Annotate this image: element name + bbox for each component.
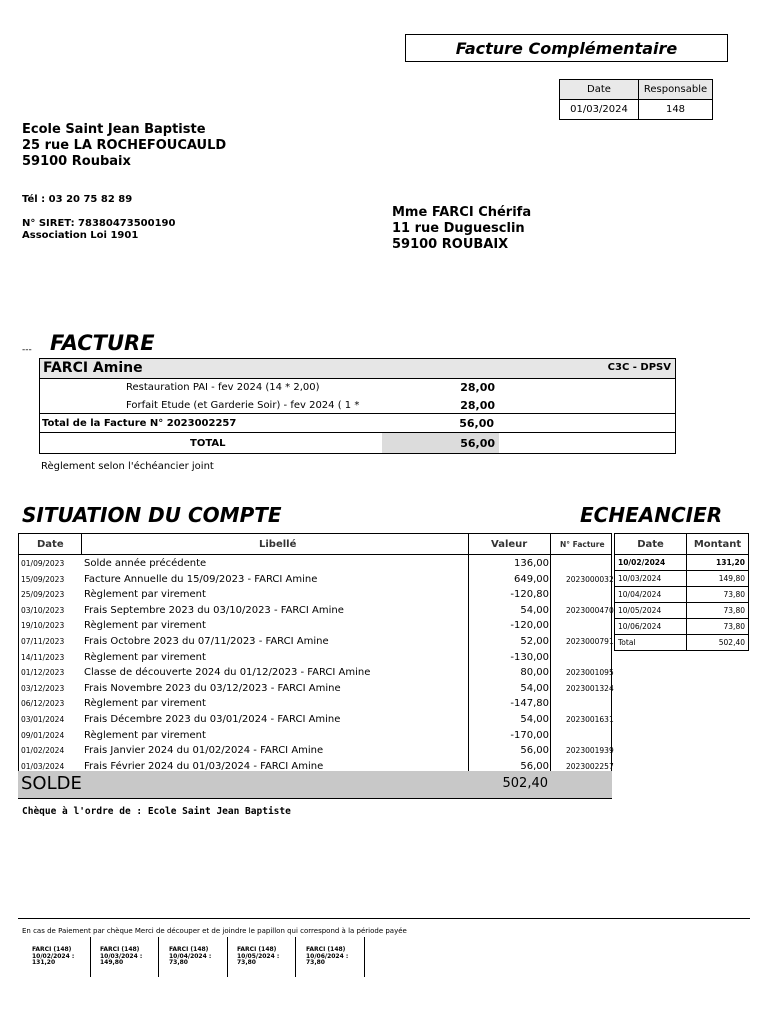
row-value: 54,00	[520, 604, 549, 616]
row-label: Règlement par virement	[84, 698, 206, 710]
row-date: 07/11/2023	[21, 637, 65, 646]
row-label: Règlement par virement	[84, 729, 206, 741]
facture-dashes: ---	[22, 345, 32, 355]
row-label: Règlement par virement	[84, 651, 206, 663]
row-label: Frais Octobre 2023 du 07/11/2023 - FARCI Amine	[84, 636, 329, 647]
table-row	[19, 634, 614, 650]
ech-total-amount: 502,40	[687, 635, 749, 651]
payment-stub	[90, 937, 159, 977]
stub-date: 10/03/2024 :	[100, 952, 143, 960]
date-header: Date	[560, 80, 639, 100]
stub-date: 10/04/2024 :	[169, 952, 212, 960]
row-date: 19/10/2023	[21, 621, 65, 631]
stub-who: FARCI (148)	[32, 946, 72, 953]
facture-total-row	[39, 413, 676, 433]
row-value: 649,00	[514, 573, 549, 585]
table-row	[19, 759, 614, 775]
stub-amount: 73,80	[306, 959, 325, 966]
row-label: Solde année précédente	[84, 558, 207, 569]
row-label: Classe de découverte 2024 du 01/12/2023 - FARCI Amine	[84, 667, 371, 679]
facture-total-label: Total de la Facture N° 2023002257	[42, 418, 237, 429]
ech-total-label: Total	[615, 635, 687, 651]
row-date: 06/12/2023	[21, 699, 65, 709]
row-num-facture: 2023001095	[566, 668, 614, 678]
row-date: 03/01/2024	[21, 715, 65, 724]
stub-who: FARCI (148)	[306, 946, 346, 953]
client-city: 59100 ROUBAIX	[392, 237, 509, 252]
document-title: Facture Complémentaire	[405, 34, 728, 62]
school-city: 59100 Roubaix	[22, 154, 131, 169]
stub-who: FARCI (148)	[169, 946, 209, 953]
echeancier-heading: ECHEANCIER	[580, 503, 723, 527]
ech-amount: 149,80	[687, 571, 749, 587]
ech-date: 10/04/2024	[615, 587, 687, 603]
payment-stub	[22, 937, 91, 977]
row-date: 14/11/2023	[21, 652, 65, 662]
date-value: 01/03/2024	[560, 100, 639, 120]
school-address	[22, 122, 226, 170]
ech-date: 10/03/2024	[615, 571, 687, 587]
facture-line-label: Restauration PAI - fev 2024 (14 * 2,00)	[126, 382, 320, 393]
table-row	[19, 556, 611, 572]
row-date: 01/02/2024	[21, 746, 65, 756]
responsable-header: Responsable	[639, 80, 713, 100]
divider	[81, 534, 82, 555]
facture-grand-total-label: TOTAL	[190, 438, 226, 449]
facture-total-value: 56,00	[459, 417, 494, 430]
ech-row	[615, 555, 749, 571]
table-row	[19, 728, 611, 744]
row-label: Règlement par virement	[84, 620, 206, 632]
account-table-header	[19, 534, 611, 555]
school-assoc: Association Loi 1901	[22, 230, 139, 241]
solde-value: 502,40	[502, 776, 548, 791]
row-label: Frais Janvier 2024 du 01/02/2024 - FARCI Amine	[84, 745, 324, 757]
stub-date: 10/06/2024 :	[306, 952, 349, 960]
school-siret-block	[22, 218, 175, 242]
table-row	[19, 587, 611, 603]
row-label: Règlement par virement	[84, 589, 206, 601]
ech-date: 10/05/2024	[615, 603, 687, 619]
ech-date: 10/02/2024	[615, 555, 687, 571]
table-row	[19, 712, 614, 728]
row-value: -120,80	[510, 589, 549, 601]
row-date: 03/10/2023	[21, 605, 65, 615]
school-phone: Tél : 03 20 75 82 89	[22, 194, 133, 205]
row-value: 52,00	[520, 636, 549, 647]
account-table	[18, 533, 612, 799]
row-num-facture: 2023001939	[566, 746, 614, 756]
school-street: 25 rue LA ROCHEFOUCAULD	[22, 138, 227, 153]
facture-grand-total-value: 56,00	[460, 437, 495, 450]
facture-block	[39, 358, 676, 454]
client-address	[392, 205, 531, 253]
table-row	[19, 572, 614, 588]
echeancier-table	[614, 533, 749, 651]
payment-stub	[227, 937, 296, 977]
ech-row	[615, 587, 749, 603]
row-num-facture: 2023000791	[566, 637, 614, 646]
payment-stub	[296, 937, 365, 977]
row-num-facture: 2023000470	[566, 605, 614, 615]
coupon-note: En cas de Paiement par chèque Merci de découper et de joindre le papillon qui correspond à la période payée	[22, 927, 407, 935]
row-value: 54,00	[520, 714, 549, 725]
stub-amount: 131,20	[32, 959, 56, 966]
ech-amount: 73,80	[687, 603, 749, 619]
row-value: -120,00	[510, 620, 549, 632]
ech-amount: 131,20	[687, 555, 749, 571]
facture-heading: FACTURE	[50, 331, 155, 355]
ech-col-montant: Montant	[687, 534, 749, 555]
facture-line-label: Forfait Etude (et Garderie Soir) - fev 2024 ( 1 *	[126, 400, 360, 411]
row-num-facture: 2023001631	[566, 715, 614, 724]
col-num-facture: N° Facture	[560, 540, 605, 549]
stub-amount: 149,80	[100, 959, 124, 966]
row-date: 01/12/2023	[21, 668, 65, 678]
table-row	[19, 681, 614, 697]
facture-line-value: 28,00	[460, 399, 495, 412]
solde-label: SOLDE	[21, 773, 82, 794]
row-num-facture: 2023000032	[566, 574, 614, 584]
row-value: 80,00	[520, 667, 549, 679]
student-class: C3C - DPSV	[607, 362, 671, 373]
row-label: Facture Annuelle du 15/09/2023 - FARCI Amine	[84, 573, 318, 585]
table-row	[19, 650, 611, 666]
row-date: 01/09/2023	[21, 559, 65, 568]
row-num-facture: 2023001324	[566, 683, 614, 693]
ech-col-date: Date	[615, 534, 687, 555]
stub-who: FARCI (148)	[237, 946, 277, 953]
row-value: 136,00	[514, 558, 549, 569]
client-name: Mme FARCI Chérifa	[392, 205, 532, 220]
ech-amount: 73,80	[687, 619, 749, 635]
table-row	[19, 603, 614, 619]
situation-heading: SITUATION DU COMPTE	[22, 503, 282, 527]
row-date: 15/09/2023	[21, 574, 65, 584]
row-label: Frais Septembre 2023 du 03/10/2023 - FARCI Amine	[84, 604, 344, 616]
cheque-instruction: Chèque à l'ordre de : Ecole Saint Jean Baptiste	[22, 806, 291, 817]
solde-row	[18, 771, 612, 798]
row-value: 56,00	[520, 745, 549, 757]
row-value: 56,00	[520, 760, 549, 772]
date-responsable-table	[559, 79, 713, 120]
row-label: Frais Décembre 2023 du 03/01/2024 - FARCI Amine	[84, 714, 341, 725]
row-num-facture: 2023002257	[566, 761, 614, 771]
facture-student-header	[40, 359, 675, 379]
stub-date: 10/05/2024 :	[237, 952, 280, 960]
responsable-value: 148	[639, 100, 713, 120]
student-name: FARCI Amine	[43, 360, 143, 376]
ech-row	[615, 571, 749, 587]
row-value: -170,00	[510, 729, 549, 741]
table-row	[19, 743, 614, 759]
row-value: 54,00	[520, 682, 549, 694]
ech-row	[615, 619, 749, 635]
school-siret: N° SIRET: 78380473500190	[22, 218, 176, 229]
stub-amount: 73,80	[237, 959, 256, 966]
row-date: 03/12/2023	[21, 683, 65, 693]
table-row	[19, 618, 611, 634]
row-date: 09/01/2024	[21, 730, 65, 740]
stub-date: 10/02/2024 :	[32, 952, 75, 960]
row-date: 25/09/2023	[21, 590, 65, 600]
row-value: -147,80	[510, 698, 549, 710]
ech-amount: 73,80	[687, 587, 749, 603]
ech-date: 10/06/2024	[615, 619, 687, 635]
payment-stub	[159, 937, 228, 977]
col-valeur: Valeur	[491, 539, 528, 550]
stub-who: FARCI (148)	[100, 946, 140, 953]
col-libelle: Libellé	[259, 539, 297, 550]
facture-line-value: 28,00	[460, 381, 495, 394]
row-value: -130,00	[510, 651, 549, 663]
row-label: Frais Novembre 2023 du 03/12/2023 - FARCI Amine	[84, 682, 341, 694]
ech-total-row	[615, 635, 749, 651]
table-row	[19, 665, 614, 681]
stub-amount: 73,80	[169, 959, 188, 966]
row-label: Frais Février 2024 du 01/03/2024 - FARCI Amine	[84, 760, 324, 772]
table-row	[19, 696, 611, 712]
client-street: 11 rue Duguesclin	[392, 221, 525, 236]
row-date: 01/03/2024	[21, 761, 65, 771]
col-date: Date	[37, 539, 64, 550]
ech-row	[615, 603, 749, 619]
reglement-note: Règlement selon l'échéancier joint	[41, 461, 214, 472]
cut-line	[18, 918, 750, 919]
school-name: Ecole Saint Jean Baptiste	[22, 122, 206, 137]
